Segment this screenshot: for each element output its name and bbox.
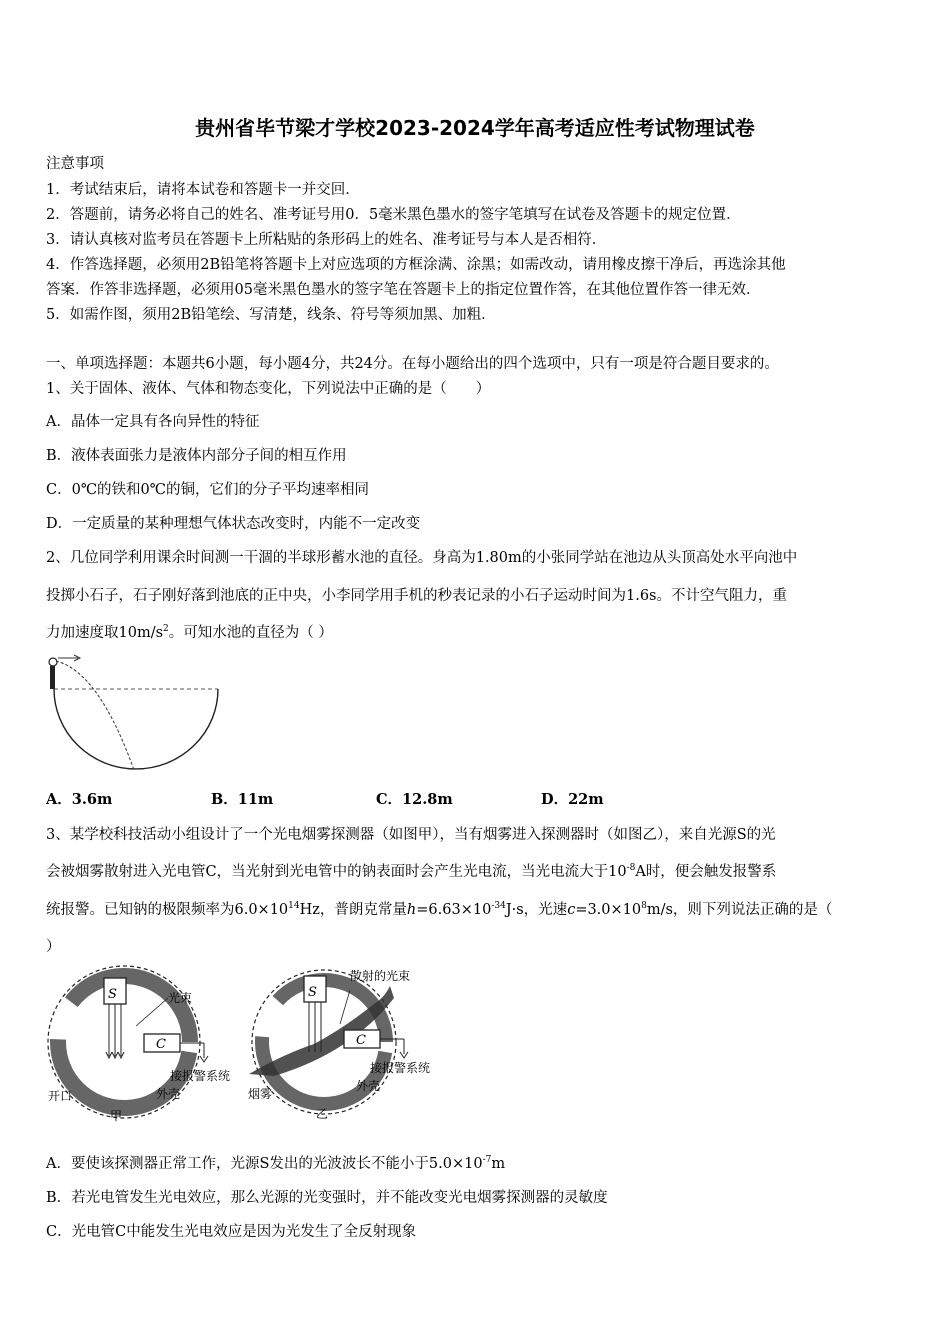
q3-stem-line: 统报警。已知钠的极限频率为$6.0\times 10^{14}Hz$，普朗克常量$h=6.63\times 10^{-34}J\cdot s$，光速$c=3.0\times 10^8m/s$，则下列说法正确的是（ <box>46 901 833 918</box>
q3-option-b: B．若光电管发生光电效应，那么光源的光变强时，并不能改变光电烟雾探测器的灵敏度 <box>46 1190 608 1206</box>
svg-text:接报警系统: 接报警系统 <box>170 1069 231 1083</box>
q3-stem-line: 会被烟雾散射进入光电管C，当光射到光电管中的钠表面时会产生光电流，当光电流大于$10^{-8}A$时，便会触发报警系 <box>46 863 777 880</box>
q2-options <box>46 788 746 809</box>
notice-item: 2．答题前，请务必将自己的姓名、准考证号用0．5毫米黑色墨水的签字笔填写在试卷及答题卡的规定位置． <box>46 207 741 223</box>
page-title: 贵州省毕节梁才学校2023-2024学年高考适应性考试物理试卷 <box>195 116 755 140</box>
q1-option-c: C．0℃的铁和0℃的铜，它们的分子平均速率相同 <box>46 482 369 498</box>
notice-item: 3．请认真核对监考员在答题卡上所粘贴的条形码上的姓名、准考证号与本人是否相符． <box>46 232 607 248</box>
q2-stem-line: 投掷小石子，石子刚好落到池底的正中央，小李同学用手机的秒表记录的小石子运动时间为1.6s。不计空气阻力，重 <box>46 588 787 604</box>
svg-text:开口: 开口 <box>48 1089 73 1103</box>
svg-text:散射的光束: 散射的光束 <box>350 969 411 983</box>
svg-text:S: S <box>108 987 117 1002</box>
svg-text:烟雾: 烟雾 <box>248 1087 273 1101</box>
figure-jia <box>48 966 230 1123</box>
q1-option-d: D．一定质量的某种理想气体状态改变时，内能不一定改变 <box>46 516 421 532</box>
notice-item: 答案．作答非选择题，必须用05毫米黑色墨水的签字笔在答题卡上的指定位置作答，在其他位置作答一律无效． <box>46 282 761 298</box>
q2-stem-line: 力加速度取$10m/s^2$。可知水池的直径为（ ） <box>46 624 333 641</box>
q2-option-d: D．22m <box>541 791 604 808</box>
svg-text:C: C <box>356 1033 366 1048</box>
notice-heading: 注意事项 <box>46 156 104 172</box>
svg-text:乙: 乙 <box>316 1107 329 1121</box>
pool-diagram <box>44 652 224 774</box>
svg-text:光束: 光束 <box>168 991 193 1005</box>
svg-text:C: C <box>156 1037 166 1052</box>
svg-text:外壳: 外壳 <box>356 1079 381 1093</box>
smoke-detector-diagram <box>44 964 464 1124</box>
svg-text:S: S <box>308 985 317 1000</box>
q3-option-c: C．光电管C中能发生光电效应是因为光发生了全反射现象 <box>46 1224 417 1240</box>
notice-item: 1．考试结束后，请将本试卷和答题卡一并交回． <box>46 182 360 198</box>
q2-option-a: A．3.6m <box>46 791 113 808</box>
q3-stem-line: 3、某学校科技活动小组设计了一个光电烟雾探测器（如图甲），当有烟雾进入探测器时（如图乙），来自光源S的光 <box>46 827 776 843</box>
q2-stem-line: 2、几位同学利用课余时间测一干涸的半球形蓄水池的直径。身高为1.80m的小张同学站在池边从头顶高处水平向池中 <box>46 550 798 566</box>
svg-text:接报警系统: 接报警系统 <box>370 1061 431 1075</box>
q2-option-b: B．11m <box>211 791 274 808</box>
svg-text:甲: 甲 <box>110 1109 123 1123</box>
q2-option-c: C．12.8m <box>376 791 453 808</box>
q1-option-a: A．晶体一定具有各向异性的特征 <box>46 414 260 430</box>
q3-option-a: A．要使该探测器正常工作，光源S发出的光波波长不能小于$5.0\times 10^{-7}m$ <box>46 1155 506 1172</box>
svg-text:外壳: 外壳 <box>156 1087 181 1101</box>
q1-stem: 1、关于固体、液体、气体和物态变化，下列说法中正确的是（ ） <box>46 381 491 397</box>
q1-option-b: B．液体表面张力是液体内部分子间的相互作用 <box>46 448 347 464</box>
notice-item: 4．作答选择题，必须用2B铅笔将答题卡上对应选项的方框涂满、涂黑；如需改动，请用橡皮擦干净后，再选涂其他 <box>46 257 786 273</box>
figure-yi <box>248 968 430 1121</box>
section-heading: 一、单项选择题：本题共6小题，每小题4分，共24分。在每小题给出的四个选项中，只有一项是符合题目要求的。 <box>46 356 779 372</box>
q3-stem-line: ） <box>46 939 61 955</box>
notice-item: 5．如需作图，须用2B铅笔绘、写清楚，线条、符号等须加黑、加粗． <box>46 307 496 323</box>
